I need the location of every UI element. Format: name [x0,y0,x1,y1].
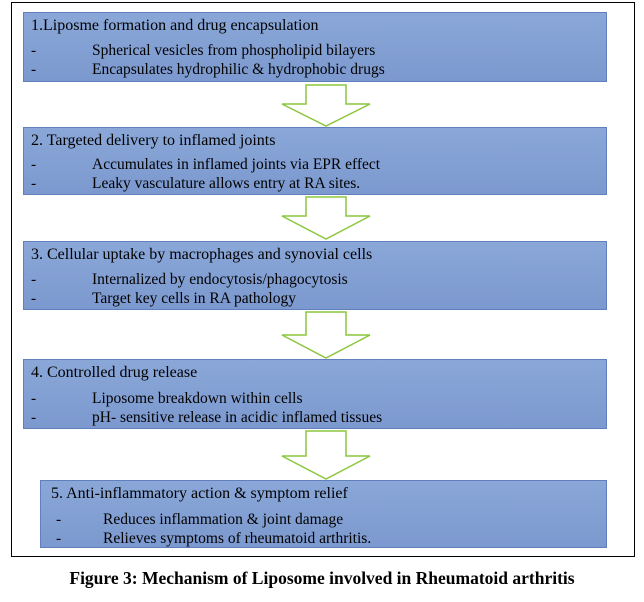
step-4-bullet-1-marker: - [31,390,37,407]
down-arrow-4 [281,430,371,480]
down-arrow-1 [281,84,371,127]
step-1-title: 1.Liposme formation and drug encapsulation [31,17,319,34]
step-5-bullet-2: Relieves symptoms of rheumatoid arthritis. [103,530,372,547]
down-arrow-3 [281,311,371,359]
step-3-bullet-2: Target key cells in RA pathology [92,290,296,307]
step-3-bullet-2-marker: - [31,290,37,307]
step-4-bullet-1: Liposome breakdown within cells [92,390,303,407]
step-1-bullet-2-marker: - [31,61,37,78]
step-5-title: 5. Anti-inflammatory action & symptom relief [51,485,348,502]
step-5-bullet-1: Reduces inflammation & joint damage [103,511,344,528]
step-2-title: 2. Targeted delivery to inflamed joints [31,132,276,149]
step-5-bullet-1-marker: - [56,511,62,528]
step-4-title: 4. Controlled drug release [31,364,198,381]
step-2-bullet-2-marker: - [31,175,37,192]
step-box-5 [40,480,607,548]
step-3-bullet-1-marker: - [31,271,37,288]
step-box-2 [23,127,607,195]
step-5-bullet-2-marker: - [56,530,62,547]
step-2-bullet-1-marker: - [31,156,37,173]
step-4-bullet-2: pH- sensitive release in acidic inflamed tissues [92,409,383,426]
step-3-bullet-1: Internalized by endocytosis/phagocytosis [92,271,348,288]
step-2-bullet-2: Leaky vasculature allows entry at RA sites. [92,175,361,192]
step-1-bullet-1-marker: - [31,42,37,59]
step-3-title: 3. Cellular uptake by macrophages and synovial cells [31,246,373,263]
step-box-4 [23,359,607,429]
step-2-bullet-1: Accumulates in inflamed joints via EPR effect [92,156,381,173]
down-arrow-2 [281,196,371,240]
step-box-1 [23,12,607,82]
step-1-bullet-2: Encapsulates hydrophilic & hydrophobic drugs [92,61,385,78]
step-4-bullet-2-marker: - [31,409,37,426]
step-box-3 [23,241,607,310]
step-1-bullet-1: Spherical vesicles from phospholipid bilayers [92,42,376,59]
figure-caption: Figure 3: Mechanism of Liposome involved in Rheumatoid arthritis [69,568,575,588]
